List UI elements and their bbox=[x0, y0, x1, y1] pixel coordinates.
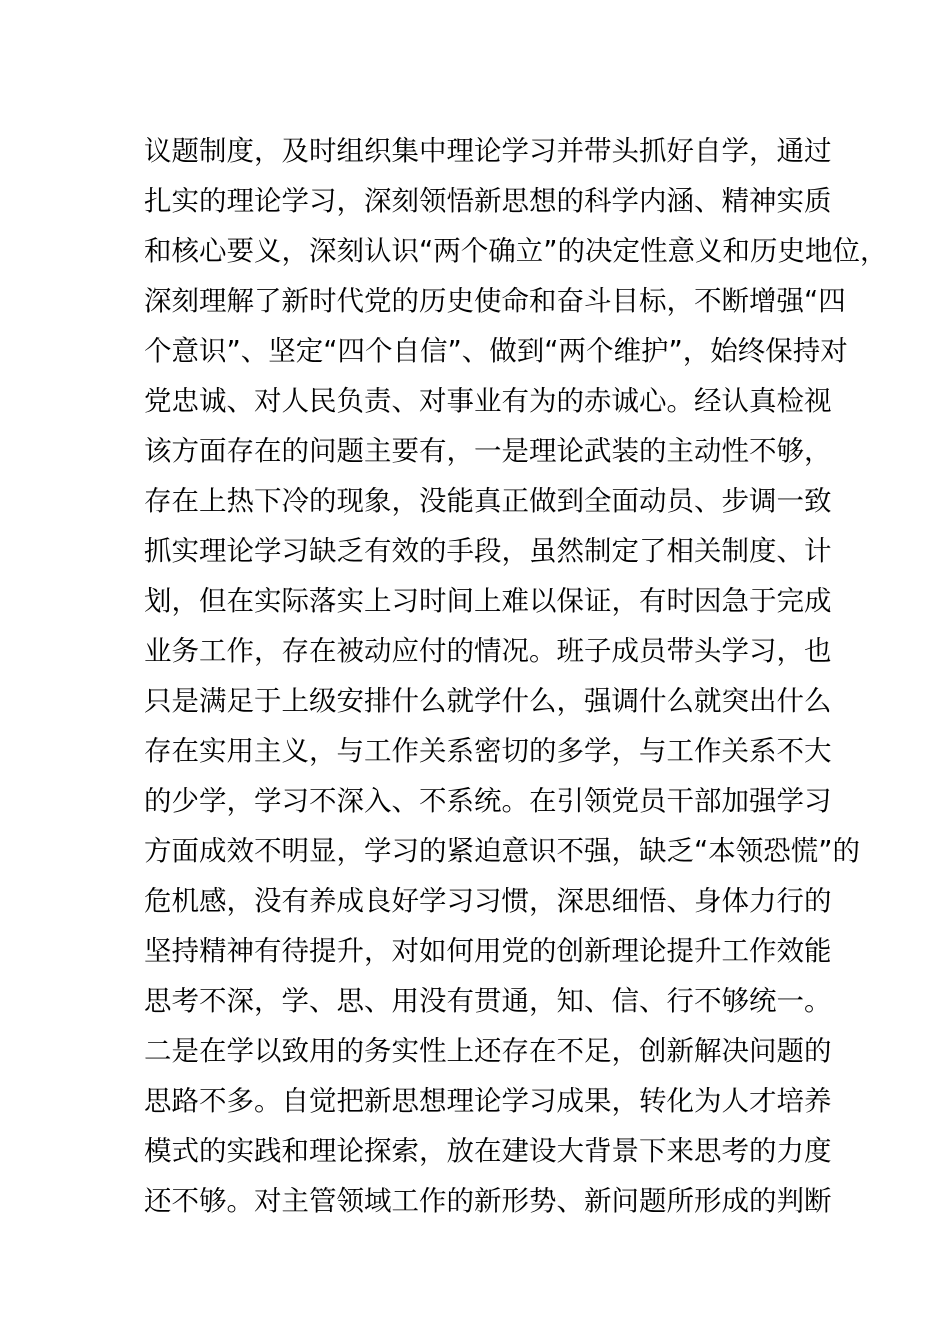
text-line: 思路不多。自觉把新思想理论学习成果，转化为人才培养 bbox=[144, 1085, 832, 1117]
text-line: 和核心要义，深刻认识“两个确立”的决定性意义和历史地位， bbox=[144, 235, 888, 267]
text-line: 深刻理解了新时代党的历史使命和奋斗目标，不断增强“四 bbox=[144, 285, 846, 317]
text-line: 存在实用主义，与工作关系密切的多学，与工作关系不大 bbox=[144, 735, 832, 767]
text-line: 二是在学以致用的务实性上还存在不足，创新解决问题的 bbox=[144, 1035, 832, 1067]
text-line: 业务工作，存在被动应付的情况。班子成员带头学习，也 bbox=[144, 635, 832, 667]
text-line: 模式的实践和理论探索，放在建设大背景下来思考的力度 bbox=[144, 1135, 832, 1167]
text-line: 扎实的理论学习，深刻领悟新思想的科学内涵、精神实质 bbox=[144, 185, 832, 217]
text-line: 思考不深，学、思、用没有贯通，知、信、行不够统一。 bbox=[144, 985, 832, 1017]
text-line: 危机感，没有养成良好学习习惯，深思细悟、身体力行的 bbox=[144, 885, 832, 917]
text-line: 党忠诚、对人民负责、对事业有为的赤诚心。经认真检视 bbox=[144, 385, 832, 417]
body-paragraph bbox=[144, 126, 888, 1226]
text-line: 该方面存在的问题主要有，一是理论武装的主动性不够， bbox=[144, 435, 832, 467]
text-line: 存在上热下冷的现象，没能真正做到全面动员、步调一致 bbox=[144, 485, 832, 517]
text-line: 只是满足于上级安排什么就学什么，强调什么就突出什么 bbox=[144, 685, 832, 717]
text-line: 的少学，学习不深入、不系统。在引领党员干部加强学习 bbox=[144, 785, 832, 817]
text-line: 还不够。对主管领域工作的新形势、新问题所形成的判断 bbox=[144, 1185, 832, 1217]
text-line: 议题制度，及时组织集中理论学习并带头抓好自学，通过 bbox=[144, 135, 832, 167]
text-line: 抓实理论学习缺乏有效的手段，虽然制定了相关制度、计 bbox=[144, 535, 832, 567]
text-line: 方面成效不明显，学习的紧迫意识不强，缺乏“本领恐慌”的 bbox=[144, 835, 860, 867]
text-line: 划，但在实际落实上习时间上难以保证，有时因急于完成 bbox=[144, 585, 832, 617]
text-line: 坚持精神有待提升，对如何用党的创新理论提升工作效能 bbox=[144, 935, 832, 967]
text-line: 个意识”、坚定“四个自信”、做到“两个维护”，始终保持对 bbox=[144, 335, 848, 367]
